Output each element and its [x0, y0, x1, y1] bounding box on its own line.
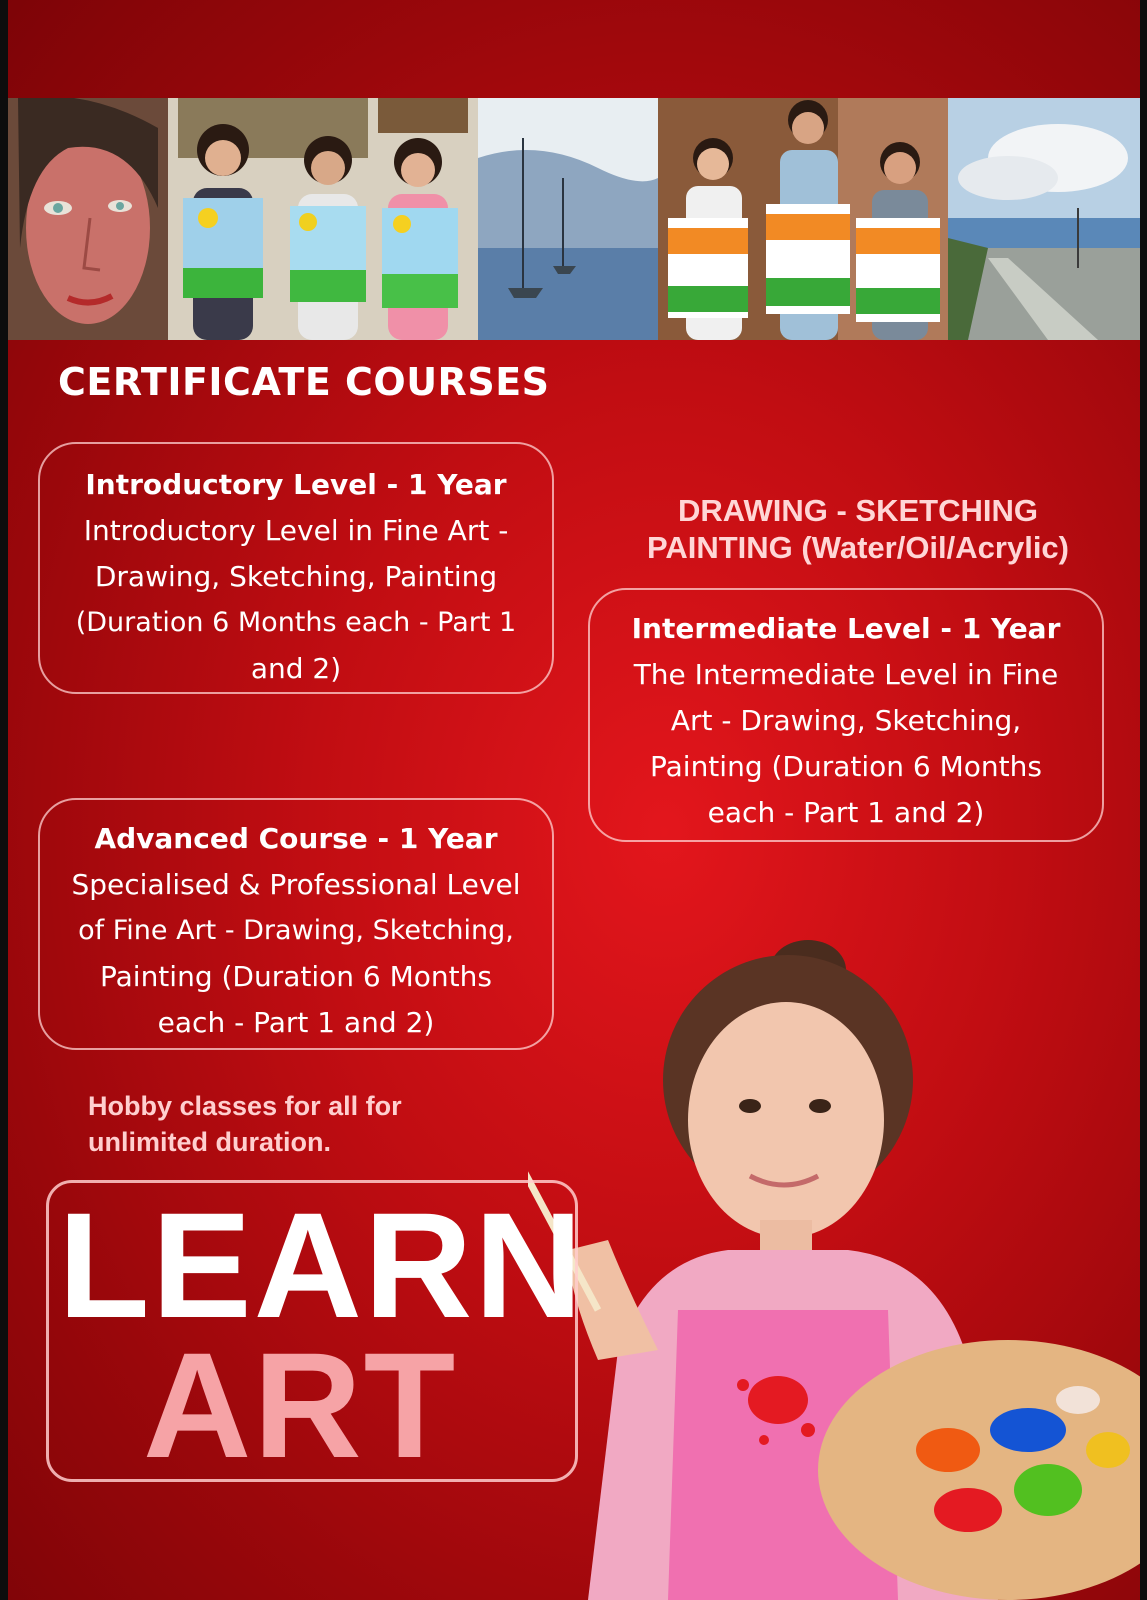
disciplines-line-2: PAINTING (Water/Oil/Acrylic)	[646, 530, 1069, 565]
sailboat-painting-image	[478, 98, 658, 340]
introductory-course-title: Introductory Level - 1 Year	[85, 468, 507, 501]
intermediate-course-line: The Intermediate Level in Fine	[633, 658, 1059, 691]
advanced-course-line: each - Part 1 and 2)	[157, 1006, 435, 1039]
hobby-line-2: unlimited duration.	[88, 1127, 331, 1157]
seaside-road-painting-image	[948, 98, 1140, 340]
hobby-classes-text	[88, 1088, 508, 1160]
hobby-line-1: Hobby classes for all for	[88, 1091, 402, 1121]
advanced-course-line: of Fine Art - Drawing, Sketching,	[78, 915, 514, 946]
intermediate-course-line: Art - Drawing, Sketching,	[670, 704, 1022, 737]
disciplines-text	[608, 492, 1108, 566]
intermediate-course-line: Painting (Duration 6 Months	[650, 750, 1042, 783]
advanced-course-title: Advanced Course - 1 Year	[94, 822, 498, 855]
art-text: ART	[143, 1321, 458, 1489]
intermediate-course-title: Intermediate Level - 1 Year	[631, 612, 1061, 645]
girl-with-palette-image	[528, 930, 1140, 1600]
learn-text: LEARN	[58, 1181, 585, 1349]
disciplines-line-1: DRAWING - SKETCHING	[678, 493, 1038, 528]
advanced-course-line: Specialised & Professional Level	[71, 868, 521, 901]
advanced-course-card	[38, 798, 554, 1050]
artwork-photo-strip	[8, 98, 1140, 340]
kids-with-drawings-image	[168, 98, 478, 340]
introductory-course-line: and 2)	[250, 652, 342, 685]
introductory-course-line: (Duration 6 Months each - Part 1	[75, 607, 517, 638]
certificate-courses-heading: CERTIFICATE COURSES	[58, 360, 550, 404]
introductory-course-line: Drawing, Sketching, Painting	[94, 560, 498, 593]
introductory-course-line: Introductory Level in Fine Art -	[83, 514, 509, 547]
intermediate-course-card	[588, 588, 1104, 842]
kids-with-flag-paintings-image	[658, 98, 948, 340]
poster	[8, 0, 1140, 1600]
intermediate-course-line: each - Part 1 and 2)	[707, 796, 985, 829]
portrait-painting-image	[8, 98, 168, 340]
face	[688, 1002, 884, 1238]
advanced-course-line: Painting (Duration 6 Months	[100, 960, 492, 993]
introductory-course-card	[38, 442, 554, 694]
